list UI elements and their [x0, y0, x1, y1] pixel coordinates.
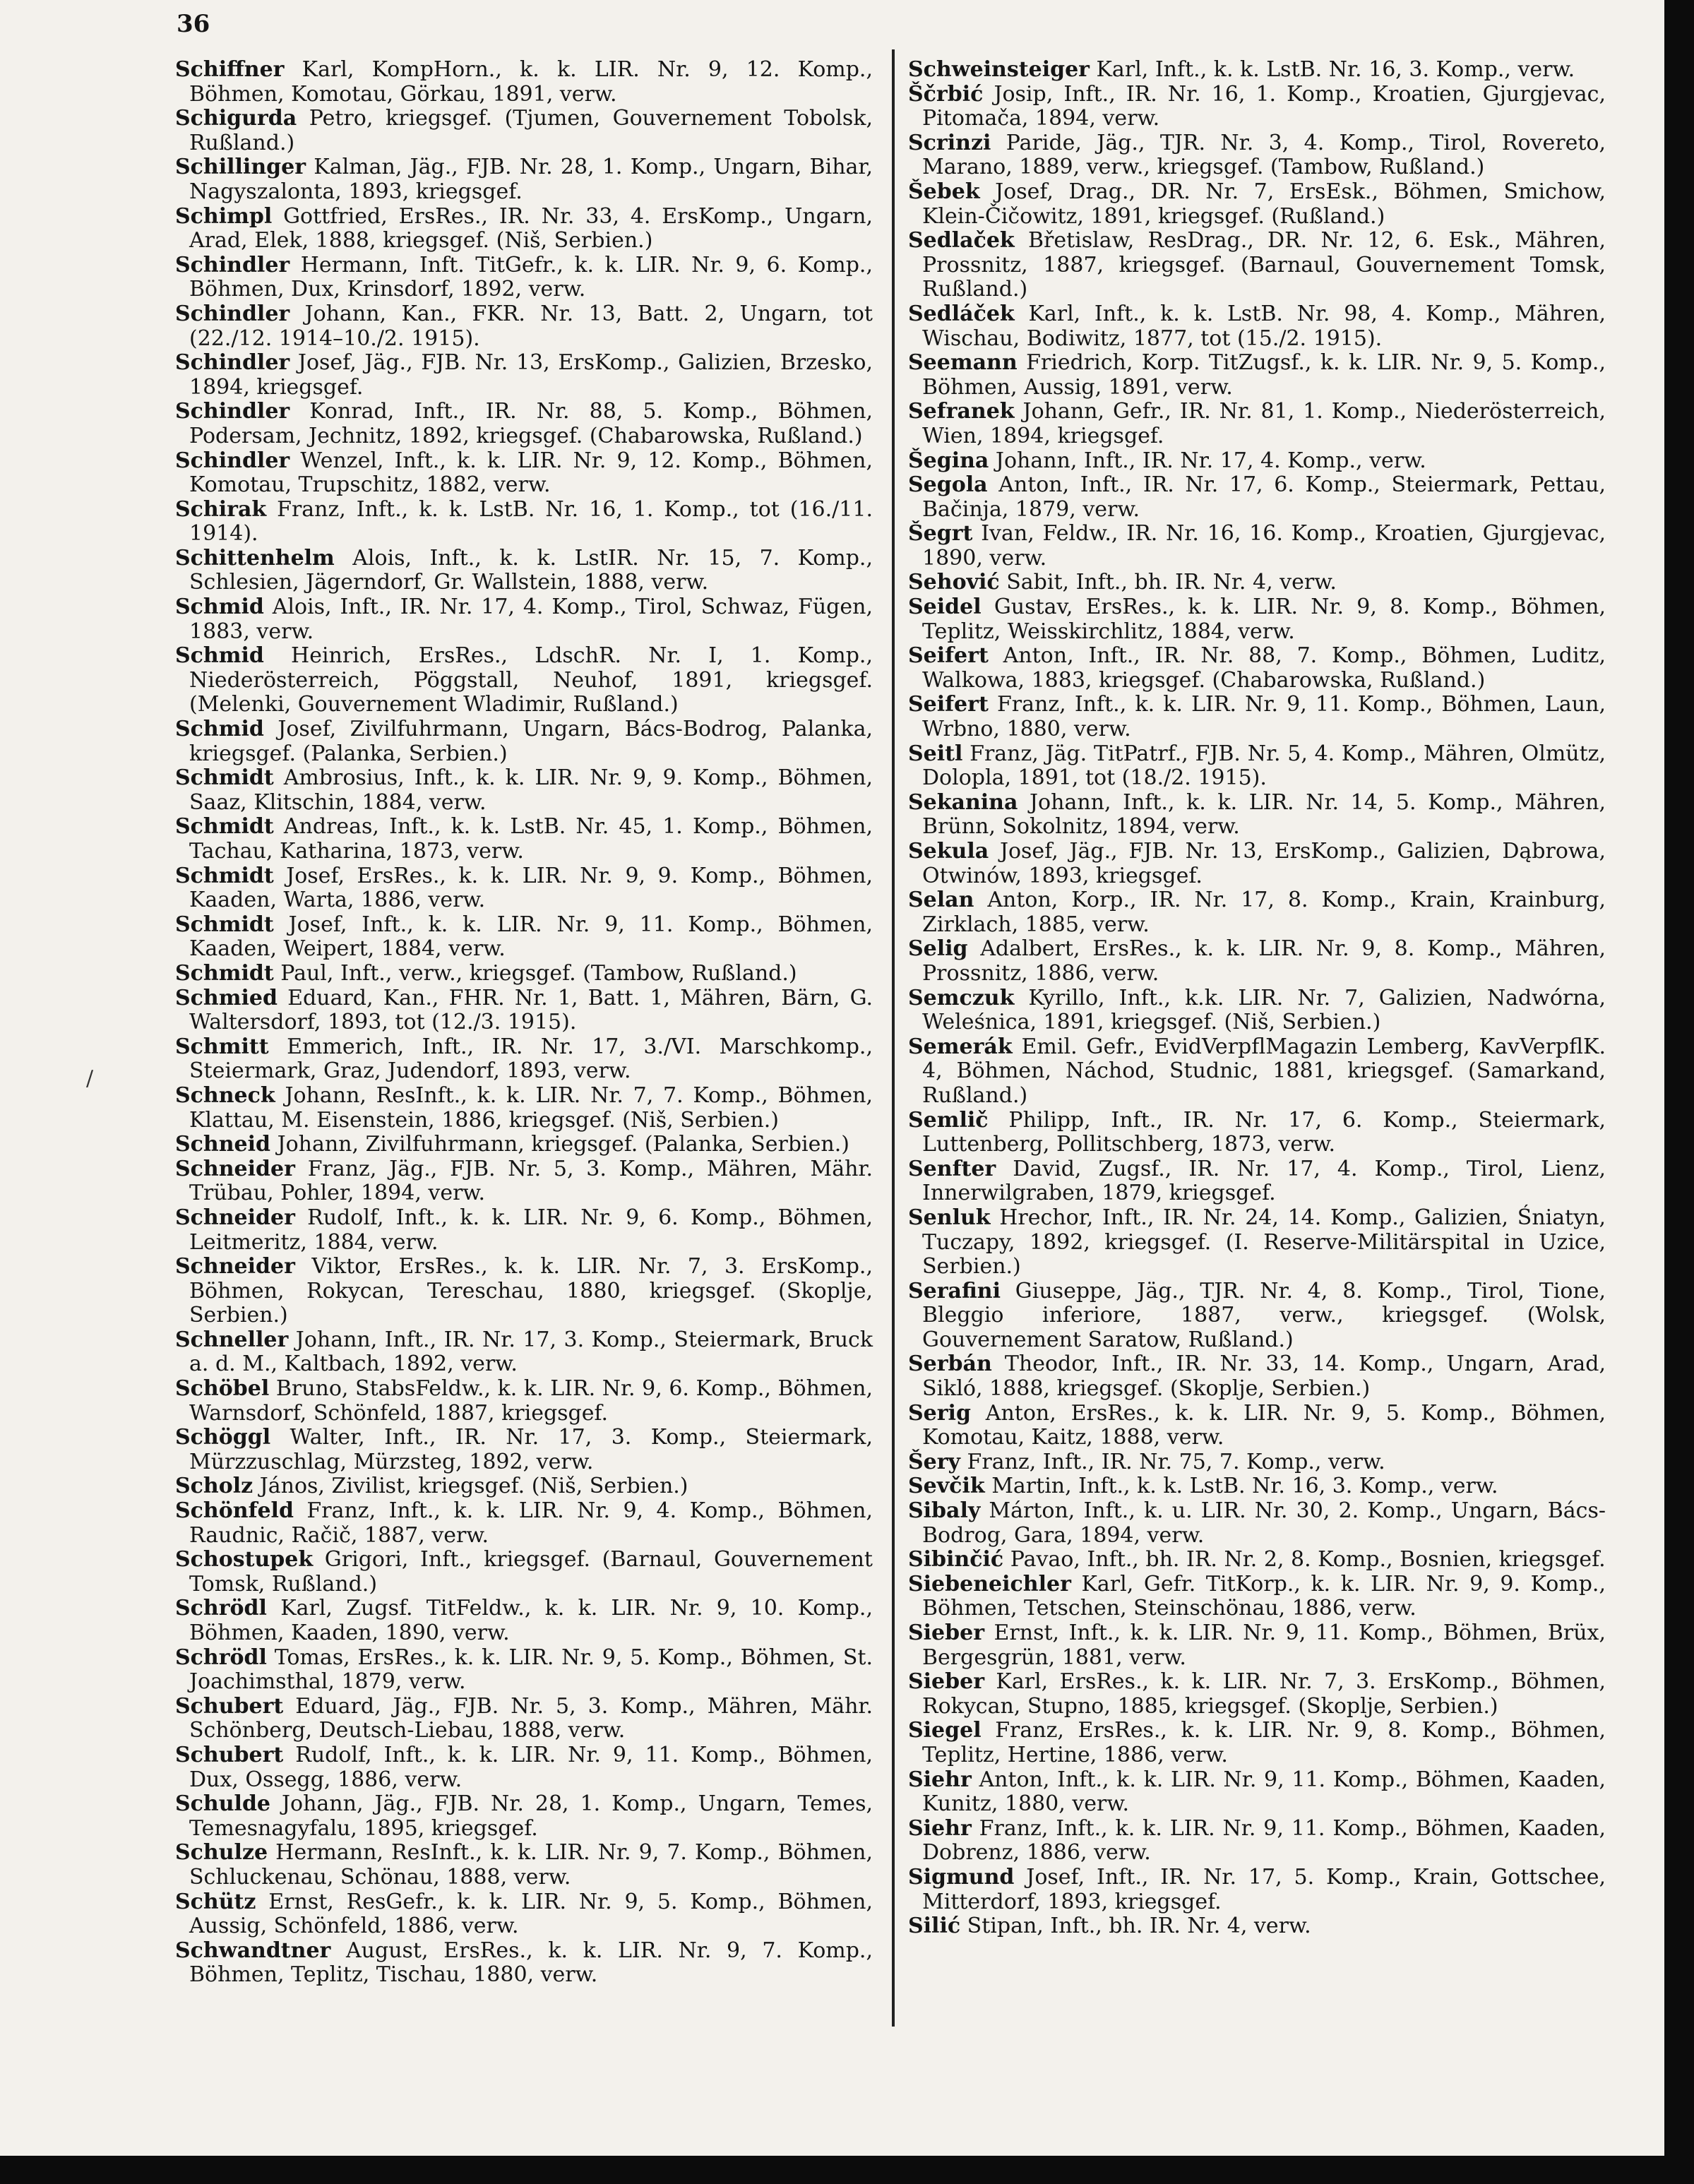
list-entry — [908, 986, 1606, 1035]
entry-surname: Sehović — [908, 570, 1000, 595]
entry-details: Petro, kriegsgef. (Tjumen, Gouvernement Tobolsk, Rußland.) — [189, 106, 873, 155]
entry-surname: Schindler — [175, 399, 290, 424]
entry-surname: Schrödl — [175, 1645, 267, 1670]
list-entry — [908, 351, 1606, 400]
entry-details: Franz, Inft., k. k. LstB. Nr. 16, 1. Komp., tot (16./11. 1914). — [189, 496, 873, 547]
entry-details: Johann, Inft., IR. Nr. 17, 3. Komp., Steiermark, Bruck a. d. M., Kaltbach, 1892, verw. — [189, 1327, 873, 1377]
entry-details: Josip, Inft., IR. Nr. 16, 1. Komp., Kroatien, Gjurgjevac, Pitomača, 1894, verw. — [922, 81, 1606, 131]
entry-surname: Schittenhelm — [175, 545, 335, 571]
entry-surname: Semczuk — [908, 985, 1015, 1010]
entry-surname: Schmitt — [175, 1034, 269, 1059]
scan-frame-bottom-edge — [0, 2156, 1694, 2184]
list-entry — [908, 229, 1606, 302]
list-entry — [908, 1670, 1606, 1719]
entry-details: Gottfried, ErsRes., IR. Nr. 33, 4. ErsKomp., Ungarn, Arad, Elek, 1888, kriegsgef. (Niš, Serbien.) — [189, 203, 873, 253]
list-entry — [908, 1279, 1606, 1353]
list-entry — [175, 1035, 873, 1084]
entry-surname: Senfter — [908, 1156, 996, 1181]
entry-details: Johann, Inft., IR. Nr. 17, 4. Komp., verw. — [995, 448, 1426, 473]
list-entry — [175, 1133, 873, 1157]
entry-surname: Sevčik — [908, 1474, 985, 1499]
entry-surname: Schimpl — [175, 203, 273, 229]
entry-surname: Siebeneichler — [908, 1571, 1071, 1597]
entry-details: Pavao, Inft., bh. IR. Nr. 2, 8. Komp., Bosnien, kriegsgef. — [1010, 1547, 1606, 1573]
column-divider — [892, 49, 895, 2027]
list-entry — [908, 400, 1606, 448]
entry-surname: Siehr — [908, 1815, 972, 1841]
entry-details: Hermann, Inft. TitGefr., k. k. LIR. Nr. 9, 6. Komp., Böhmen, Dux, Krinsdorf, 1892, verw. — [189, 252, 873, 302]
list-entry — [175, 302, 873, 351]
list-entry — [175, 1646, 873, 1695]
entry-details: János, Zivilist, kriegsgef. (Niš, Serbien.) — [259, 1474, 688, 1499]
entry-surname: Schmidt — [175, 814, 274, 840]
entry-surname: Sefranek — [908, 399, 1015, 424]
entry-details: Josef, Jäg., FJB. Nr. 13, ErsKomp., Galizien, Brzesko, 1894, kriegsgef. — [189, 350, 873, 400]
entry-surname: Schmidt — [175, 960, 274, 986]
entry-details: Josef, Inft., k. k. LIR. Nr. 9, 11. Komp., Böhmen, Kaaden, Weipert, 1884, verw. — [189, 912, 873, 962]
list-entry — [175, 155, 873, 204]
entry-surname: Schöggl — [175, 1425, 271, 1450]
list-entry — [908, 644, 1606, 693]
list-entry — [175, 1548, 873, 1597]
entry-surname: Seemann — [908, 350, 1018, 376]
list-entry — [175, 1157, 873, 1206]
entry-surname: Sekanina — [908, 789, 1018, 815]
list-entry — [175, 1474, 873, 1499]
list-entry — [908, 840, 1606, 888]
list-entry — [175, 1377, 873, 1426]
list-entry — [175, 1695, 873, 1743]
entry-surname: Šegrt — [908, 521, 973, 547]
entry-details: Walter, Inft., IR. Nr. 17, 3. Komp., Steiermark, Mürzzuschlag, Mürzsteg, 1892, verw. — [189, 1425, 873, 1474]
entry-surname: Sibaly — [908, 1498, 981, 1524]
entry-details: Sabit, Inft., bh. IR. Nr. 4, verw. — [1006, 570, 1337, 595]
list-entry — [908, 1109, 1606, 1157]
entry-surname: Seitl — [908, 741, 963, 766]
entry-details: Rudolf, Inft., k. k. LIR. Nr. 9, 11. Komp., Böhmen, Dux, Ossegg, 1886, verw. — [189, 1742, 873, 1792]
list-entry — [908, 1499, 1606, 1548]
entry-details: Konrad, Inft., IR. Nr. 88, 5. Komp., Böhmen, Podersam, Jechnitz, 1892, kriegsgef. (Chabarowska, Rußland.) — [189, 399, 873, 448]
list-entry — [908, 1573, 1606, 1621]
entry-details: Emmerich, Inft., IR. Nr. 17, 3./VI. Marschkomp., Steiermark, Graz, Judendorf, 1893, verw. — [189, 1034, 873, 1084]
entry-details: Anton, Korp., IR. Nr. 17, 8. Komp., Krain, Krainburg, Zirklach, 1885, verw. — [922, 888, 1606, 937]
list-entry — [908, 1768, 1606, 1817]
entry-details: Bruno, StabsFeldw., k. k. LIR. Nr. 9, 6. Komp., Böhmen, Warnsdorf, Schönfeld, 1887, kriegsgef. — [189, 1376, 873, 1426]
entry-surname: Serbán — [908, 1351, 992, 1377]
entry-surname: Sigmund — [908, 1864, 1015, 1890]
list-entry — [908, 742, 1606, 791]
list-entry — [175, 253, 873, 302]
list-entry — [908, 1817, 1606, 1866]
entry-surname: Selig — [908, 936, 968, 962]
entry-surname: Schweinsteiger — [908, 57, 1090, 82]
list-entry — [175, 1426, 873, 1474]
entry-details: Giuseppe, Jäg., TJR. Nr. 4, 8. Komp., Tirol, Tione, Bleggio inferiore, 1887, verw., kriegsgef. (Wolsk, Gouvernement Saratow, Rußland.) — [922, 1278, 1606, 1352]
entry-details: Josef, Zivilfuhrmann, Ungarn, Bács-Bodrog, Palanka, kriegsgef. (Palanka, Serbien.) — [189, 717, 873, 766]
entry-details: David, Zugsf., IR. Nr. 17, 4. Komp., Tirol, Lienz, Innerwilgraben, 1879, kriegsgef. — [922, 1156, 1606, 1206]
entry-details: Grigori, Inft., kriegsgef. (Barnaul, Gouvernement Tomsk, Rußland.) — [189, 1547, 873, 1597]
entry-surname: Seifert — [908, 692, 989, 717]
entry-details: Rudolf, Inft., k. k. LIR. Nr. 9, 6. Komp., Böhmen, Leitmeritz, 1884, verw. — [189, 1205, 873, 1255]
entry-surname: Seidel — [908, 595, 982, 620]
list-entry — [908, 571, 1606, 595]
entry-details: Anton, ErsRes., k. k. LIR. Nr. 9, 5. Komp., Böhmen, Komotau, Kaitz, 1888, verw. — [922, 1400, 1606, 1450]
entry-surname: Schmidt — [175, 765, 274, 791]
list-entry — [175, 205, 873, 253]
list-entry — [175, 449, 873, 498]
entry-surname: Schubert — [175, 1742, 284, 1767]
list-entry — [908, 1474, 1606, 1499]
entry-surname: Schindler — [175, 448, 290, 473]
entry-surname: Siegel — [908, 1718, 982, 1743]
list-entry — [175, 1597, 873, 1645]
entry-details: Karl, Inft., k. k. LstB. Nr. 98, 4. Komp., Mähren, Wischau, Bodiwitz, 1877, tot (15./2. 1915). — [922, 301, 1606, 351]
list-entry — [175, 815, 873, 864]
entry-details: Franz, Jäg. TitPatrf., FJB. Nr. 5, 4. Komp., Mähren, Olmütz, Dolopla, 1891, tot (18./2. 1915). — [922, 741, 1606, 791]
entry-details: Viktor, ErsRes., k. k. LIR. Nr. 7, 3. ErsKomp., Böhmen, Rokycan, Tereschau, 1880, kriegsgef. (Skoplje, Serbien.) — [189, 1254, 873, 1328]
entry-surname: Schöbel — [175, 1376, 270, 1402]
list-entry — [175, 1890, 873, 1939]
entry-surname: Schubert — [175, 1693, 284, 1719]
list-entry — [175, 1499, 873, 1548]
entry-details: Franz, Inft., k. k. LIR. Nr. 9, 4. Komp., Böhmen, Raudnic, Račič, 1887, verw. — [189, 1498, 873, 1548]
list-entry — [908, 1352, 1606, 1401]
entry-details: Josef, Drag., DR. Nr. 7, ErsEsk., Böhmen, Smichow, Klein-Čičowitz, 1891, kriegsgef. (Rußland.) — [922, 179, 1606, 229]
entry-surname: Schneider — [175, 1156, 295, 1181]
entry-surname: Ščrbić — [908, 81, 984, 107]
list-entry — [908, 83, 1606, 131]
scan-frame-right-edge — [1664, 0, 1694, 2184]
entry-details: Theodor, Inft., IR. Nr. 33, 14. Komp., Ungarn, Arad, Sikló, 1888, kriegsgef. (Skoplje, Serbien.) — [922, 1351, 1606, 1402]
entry-surname: Schneller — [175, 1327, 289, 1352]
entry-details: Emil. Gefr., EvidVerpflMagazin Lemberg, KavVerpflK. 4, Böhmen, Náchod, Studnic, 1881, kriegsgef. (Samarkand, Rußland.) — [922, 1034, 1606, 1108]
entry-surname: Sieber — [908, 1669, 985, 1695]
list-entry — [175, 717, 873, 766]
list-entry — [175, 766, 873, 815]
list-entry — [908, 1914, 1606, 1939]
list-entry — [175, 1841, 873, 1890]
entry-surname: Schneider — [175, 1205, 295, 1230]
entry-details: Anton, Inft., IR. Nr. 88, 7. Komp., Böhmen, Luditz, Walkowa, 1883, kriegsgef. (Chabarowska, Rußland.) — [922, 643, 1606, 693]
list-entry — [908, 693, 1606, 741]
list-entry — [908, 302, 1606, 351]
list-entry — [908, 1621, 1606, 1670]
list-entry — [908, 1035, 1606, 1109]
page-number: 36 — [177, 10, 210, 38]
entry-details: Alois, Inft., k. k. LstIR. Nr. 15, 7. Komp., Schlesien, Jägerndorf, Gr. Wallstein, 1888, verw. — [189, 545, 873, 595]
entry-surname: Schigurda — [175, 106, 297, 131]
entry-details: Friedrich, Korp. TitZugsf., k. k. LIR. Nr. 9, 5. Komp., Böhmen, Aussig, 1891, verw. — [922, 350, 1606, 400]
list-entry — [175, 986, 873, 1035]
entry-surname: Siehr — [908, 1767, 972, 1792]
entry-details: Karl, Gefr. TitKorp., k. k. LIR. Nr. 9, 9. Komp., Böhmen, Tetschen, Steinschönau, 1886, verw. — [922, 1571, 1606, 1621]
entry-details: Anton, Inft., k. k. LIR. Nr. 9, 11. Komp., Böhmen, Kaaden, Kunitz, 1880, verw. — [922, 1767, 1606, 1817]
entry-details: Márton, Inft., k. u. LIR. Nr. 30, 2. Komp., Ungarn, Bács-Bodrog, Gara, 1894, verw. — [922, 1498, 1606, 1548]
entry-details: Paride, Jäg., TJR. Nr. 3, 4. Komp., Tirol, Rovereto, Marano, 1889, verw., kriegsgef. (Tambow, Rußland.) — [922, 130, 1606, 180]
list-entry — [908, 1402, 1606, 1450]
entry-details: Josef, Inft., IR. Nr. 17, 5. Komp., Krain, Gottschee, Mitterdorf, 1893, kriegsgef. — [922, 1864, 1606, 1914]
entry-surname: Serafini — [908, 1278, 1001, 1303]
list-entry — [908, 180, 1606, 229]
list-entry — [908, 1206, 1606, 1279]
entry-surname: Schmidt — [175, 912, 274, 937]
entry-details: Ivan, Feldw., IR. Nr. 16, 16. Komp., Kroatien, Gjurgjevac, 1890, verw. — [922, 521, 1606, 571]
entry-details: Paul, Inft., verw., kriegsgef. (Tambow, Rußland.) — [280, 960, 797, 986]
entry-details: Hrechor, Inft., IR. Nr. 24, 14. Komp., Galizien, Śniatyn, Tuczapy, 1892, kriegsgef. (I. Reserve-Militärspital in Uzice, Serbien.) — [922, 1205, 1606, 1279]
list-entry — [908, 58, 1606, 83]
entry-surname: Schneid — [175, 1132, 271, 1157]
entry-surname: Schmied — [175, 985, 278, 1010]
entry-surname: Schönfeld — [175, 1498, 294, 1524]
list-entry — [175, 400, 873, 448]
entry-details: Adalbert, ErsRes., k. k. LIR. Nr. 9, 8. Komp., Mähren, Prossnitz, 1886, verw. — [922, 936, 1606, 986]
entry-surname: Schütz — [175, 1889, 256, 1914]
entry-details: Franz, ErsRes., k. k. LIR. Nr. 9, 8. Komp., Böhmen, Teplitz, Hertine, 1886, verw. — [922, 1718, 1606, 1767]
entry-details: Karl, Inft., k. k. LstB. Nr. 16, 3. Komp., verw. — [1096, 57, 1575, 82]
list-entry — [175, 644, 873, 717]
entry-surname: Schmid — [175, 643, 264, 669]
entry-details: Johann, Zivilfuhrmann, kriegsgef. (Palanka, Serbien.) — [277, 1132, 849, 1157]
entry-surname: Schrödl — [175, 1596, 267, 1621]
entry-details: Karl, Zugsf. TitFeldw., k. k. LIR. Nr. 9, 10. Komp., Böhmen, Kaaden, 1890, verw. — [189, 1596, 873, 1645]
entry-surname: Serig — [908, 1400, 971, 1426]
entry-details: Ernst, ResGefr., k. k. LIR. Nr. 9, 5. Komp., Böhmen, Aussig, Schönfeld, 1886, verw. — [189, 1889, 873, 1939]
list-entry — [175, 1939, 873, 1988]
entry-surname: Schwandtner — [175, 1938, 331, 1963]
list-entry — [908, 1450, 1606, 1475]
entry-details: Břetislaw, ResDrag., DR. Nr. 12, 6. Esk., Mähren, Prossnitz, 1887, kriegsgef. (Barnaul, Gouvernement Tomsk, Rußland.) — [922, 228, 1606, 302]
list-entry — [175, 1084, 873, 1133]
list-entry — [908, 1719, 1606, 1767]
list-entry — [175, 1743, 873, 1792]
entry-surname: Schneider — [175, 1254, 295, 1279]
entry-surname: Schindler — [175, 350, 290, 376]
entry-surname: Schneck — [175, 1082, 275, 1108]
entry-details: Heinrich, ErsRes., LdschR. Nr. I, 1. Komp., Niederösterreich, Pöggstall, Neuhof, 1891, kriegsgef. (Melenki, Gouvernement Wladimir, Rußland.) — [189, 643, 873, 717]
entry-surname: Šery — [908, 1449, 960, 1474]
entry-surname: Senluk — [908, 1205, 991, 1230]
entry-details: Johann, ResInft., k. k. LIR. Nr. 7, 7. Komp., Böhmen, Klattau, M. Eisenstein, 1886, kriegsgef. (Niš, Serbien.) — [189, 1082, 873, 1133]
entry-details: Eduard, Jäg., FJB. Nr. 5, 3. Komp., Mähren, Mähr. Schönberg, Deutsch-Liebau, 1888, verw. — [189, 1693, 873, 1743]
entry-details: Kalman, Jäg., FJB. Nr. 28, 1. Komp., Ungarn, Bihar, Nagyszalonta, 1893, kriegsgef. — [189, 155, 873, 204]
entry-surname: Selan — [908, 888, 974, 913]
entry-details: Gustav, ErsRes., k. k. LIR. Nr. 9, 8. Komp., Böhmen, Teplitz, Weisskirchlitz, 1884, verw. — [922, 595, 1606, 644]
entry-details: Franz, Inft., IR. Nr. 75, 7. Komp., verw. — [967, 1449, 1385, 1474]
entry-details: Stipan, Inft., bh. IR. Nr. 4, verw. — [967, 1914, 1311, 1939]
entry-surname: Semlič — [908, 1107, 989, 1133]
entry-surname: Scholz — [175, 1474, 253, 1499]
list-entry — [908, 888, 1606, 937]
list-entry — [175, 595, 873, 644]
list-entry — [175, 913, 873, 962]
entry-surname: Šegina — [908, 448, 989, 473]
entry-details: Andreas, Inft., k. k. LstB. Nr. 45, 1. Komp., Böhmen, Tachau, Katharina, 1873, verw. — [189, 814, 873, 864]
list-entry — [175, 962, 873, 986]
entry-surname: Scrinzi — [908, 130, 991, 155]
entry-details: Kyrillo, Inft., k.k. LIR. Nr. 7, Galizien, Nadwórna, Weleśnica, 1891, kriegsgef. (Niš, Serbien.) — [922, 985, 1606, 1035]
entry-surname: Semerák — [908, 1034, 1013, 1059]
entry-surname: Sedlaček — [908, 228, 1015, 253]
entry-surname: Schostupek — [175, 1547, 314, 1573]
right-column — [908, 58, 1606, 1939]
entry-details: Franz, Inft., k. k. LIR. Nr. 9, 11. Komp., Böhmen, Laun, Wrbno, 1880, verw. — [922, 692, 1606, 742]
margin-pencil-mark: / — [86, 1066, 94, 1091]
list-entry — [175, 1206, 873, 1255]
entry-surname: Schindler — [175, 252, 290, 278]
entry-surname: Šebek — [908, 179, 980, 204]
entry-details: Ernst, Inft., k. k. LIR. Nr. 9, 11. Komp., Böhmen, Brüx, Bergesgrün, 1881, verw. — [922, 1621, 1606, 1670]
entry-surname: Schiffner — [175, 57, 285, 82]
list-entry — [908, 937, 1606, 986]
list-entry — [908, 522, 1606, 571]
list-entry — [908, 1157, 1606, 1206]
entry-details: Tomas, ErsRes., k. k. LIR. Nr. 9, 5. Komp., Böhmen, St. Joachimsthal, 1879, verw. — [189, 1645, 873, 1695]
entry-surname: Seifert — [908, 643, 989, 669]
entry-details: Franz, Jäg., FJB. Nr. 5, 3. Komp., Mähren, Mähr. Trübau, Pohler, 1894, verw. — [189, 1156, 873, 1206]
entry-surname: Schulde — [175, 1791, 271, 1817]
entry-surname: Sekula — [908, 839, 989, 864]
entry-surname: Schindler — [175, 301, 290, 326]
list-entry — [908, 1548, 1606, 1573]
list-entry — [908, 595, 1606, 644]
list-entry — [908, 1866, 1606, 1914]
entry-surname: Schmidt — [175, 863, 274, 888]
entry-surname: Schirak — [175, 496, 267, 522]
entry-details: Anton, Inft., IR. Nr. 17, 6. Komp., Steiermark, Pettau, Bačinja, 1879, verw. — [922, 472, 1606, 522]
left-column — [175, 58, 873, 1988]
entry-surname: Schmid — [175, 595, 264, 620]
entry-details: Wenzel, Inft., k. k. LIR. Nr. 9, 12. Komp., Böhmen, Komotau, Trupschitz, 1882, verw. — [189, 448, 873, 498]
list-entry — [175, 1328, 873, 1377]
list-entry — [908, 473, 1606, 522]
entry-details: Karl, KompHorn., k. k. LIR. Nr. 9, 12. Komp., Böhmen, Komotau, Görkau, 1891, verw. — [189, 57, 873, 107]
entry-surname: Sibinčić — [908, 1547, 1004, 1573]
list-entry — [175, 1792, 873, 1841]
entry-details: Hermann, ResInft., k. k. LIR. Nr. 9, 7. Komp., Böhmen, Schluckenau, Schönau, 1888, verw. — [189, 1840, 873, 1890]
entry-surname: Sedláček — [908, 301, 1015, 326]
entry-details: Franz, Inft., k. k. LIR. Nr. 9, 11. Komp., Böhmen, Kaaden, Dobrenz, 1886, verw. — [922, 1815, 1606, 1866]
list-entry — [908, 791, 1606, 840]
list-entry — [175, 58, 873, 107]
entry-details: Johann, Gefr., IR. Nr. 81, 1. Komp., Niederösterreich, Wien, 1894, kriegsgef. — [922, 399, 1606, 448]
entry-details: Philipp, Inft., IR. Nr. 17, 6. Komp., Steiermark, Luttenberg, Pollitschberg, 1873, verw. — [922, 1107, 1606, 1157]
entry-details: Johann, Kan., FKR. Nr. 13, Batt. 2, Ungarn, tot (22./12. 1914–10./2. 1915). — [189, 301, 873, 351]
entry-details: Karl, ErsRes., k. k. LIR. Nr. 7, 3. ErsKomp., Böhmen, Rokycan, Stupno, 1885, kriegsgef. (Skoplje, Serbien.) — [922, 1669, 1606, 1719]
entry-surname: Sieber — [908, 1621, 985, 1645]
entry-surname: Schulze — [175, 1840, 268, 1866]
list-entry — [908, 449, 1606, 474]
entry-details: Eduard, Kan., FHR. Nr. 1, Batt. 1, Mähren, Bärn, G. Waltersdorf, 1893, tot (12./3. 1915). — [189, 985, 873, 1035]
list-entry — [175, 1255, 873, 1328]
list-entry — [175, 107, 873, 155]
entry-surname: Schmid — [175, 717, 264, 742]
entry-details: Johann, Inft., k. k. LIR. Nr. 14, 5. Komp., Mähren, Brünn, Sokolnitz, 1894, verw. — [922, 789, 1606, 840]
entry-details: August, ErsRes., k. k. LIR. Nr. 9, 7. Komp., Böhmen, Teplitz, Tischau, 1880, verw. — [189, 1938, 873, 1988]
entry-surname: Segola — [908, 472, 988, 498]
list-entry — [175, 864, 873, 913]
entry-details: Josef, ErsRes., k. k. LIR. Nr. 9, 9. Komp., Böhmen, Kaaden, Warta, 1886, verw. — [189, 863, 873, 913]
list-entry — [175, 498, 873, 547]
entry-details: Alois, Inft., IR. Nr. 17, 4. Komp., Tirol, Schwaz, Fügen, 1883, verw. — [189, 595, 873, 644]
list-entry — [175, 351, 873, 400]
list-entry — [175, 547, 873, 595]
entry-surname: Schillinger — [175, 155, 306, 180]
entry-details: Josef, Jäg., FJB. Nr. 13, ErsKomp., Galizien, Dąbrowa, Otwinów, 1893, kriegsgef. — [922, 839, 1606, 888]
entry-surname: Silić — [908, 1914, 961, 1939]
entry-details: Johann, Jäg., FJB. Nr. 28, 1. Komp., Ungarn, Temes, Temesnagyfalu, 1895, kriegsgef. — [189, 1791, 873, 1841]
entry-details: Ambrosius, Inft., k. k. LIR. Nr. 9, 9. Komp., Böhmen, Saaz, Klitschin, 1884, verw. — [189, 765, 873, 815]
entry-details: Martin, Inft., k. k. LstB. Nr. 16, 3. Komp., verw. — [991, 1474, 1498, 1499]
list-entry — [908, 131, 1606, 180]
